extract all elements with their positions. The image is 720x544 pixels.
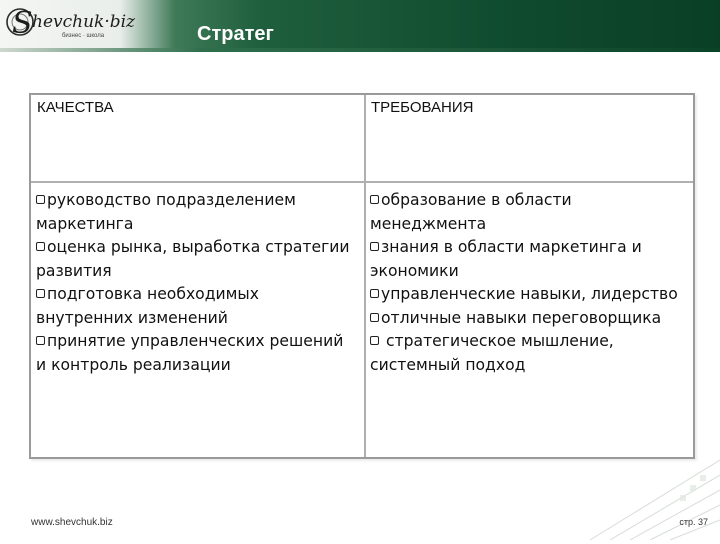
qualities-list	[36, 189, 358, 377]
checkbox-bullet-icon	[370, 289, 379, 298]
list-item-text: знания в области маркетинга и экономики	[370, 238, 642, 280]
requirements-list	[370, 189, 692, 377]
checkbox-bullet-icon	[36, 195, 45, 204]
list-item	[36, 189, 358, 236]
list-item	[36, 330, 358, 377]
list-item	[370, 189, 692, 236]
qualities-requirements-table	[29, 93, 695, 459]
header-divider	[31, 181, 693, 183]
column-header-qualities: КАЧЕСТВА	[37, 99, 114, 116]
list-item-text: стратегическое мышление, системный подход	[370, 332, 614, 374]
page-number: стр. 37	[679, 517, 708, 527]
list-item-text: образование в области менеджмента	[370, 191, 572, 233]
list-item	[370, 283, 692, 307]
footer-url: www.shevchuk.biz	[31, 517, 113, 528]
list-item-text: подготовка необходимых внутренних изменений	[36, 285, 259, 327]
checkbox-bullet-icon	[370, 195, 379, 204]
column-header-requirements: ТРЕБОВАНИЯ	[371, 99, 474, 116]
list-item-text: руководство подразделением маркетинга	[36, 191, 296, 233]
svg-text:S: S	[12, 6, 33, 41]
svg-text:hevchuk·biz: hevchuk·biz	[32, 12, 136, 32]
list-item-text: принятие управленческих решений и контроль реализации	[36, 332, 344, 374]
checkbox-bullet-icon	[36, 242, 45, 251]
list-item	[370, 330, 692, 377]
list-item-text: управленческие навыки, лидерство	[381, 285, 678, 303]
list-item	[36, 283, 358, 330]
svg-text:бизнес · школа: бизнес · школа	[62, 33, 105, 39]
checkbox-bullet-icon	[36, 289, 45, 298]
checkbox-bullet-icon	[370, 242, 379, 251]
list-item	[370, 307, 692, 331]
company-logo	[2, 2, 172, 44]
checkbox-bullet-icon	[36, 336, 45, 345]
slide-title: Стратег	[197, 23, 274, 45]
list-item	[370, 236, 692, 283]
list-item-text: оценка рынка, выработка стратегии развития	[36, 238, 350, 280]
checkbox-bullet-icon	[370, 313, 379, 322]
column-divider	[364, 95, 366, 457]
list-item-text: отличные навыки переговорщика	[381, 308, 662, 327]
checkbox-bullet-icon	[370, 336, 379, 345]
list-item	[36, 236, 358, 283]
